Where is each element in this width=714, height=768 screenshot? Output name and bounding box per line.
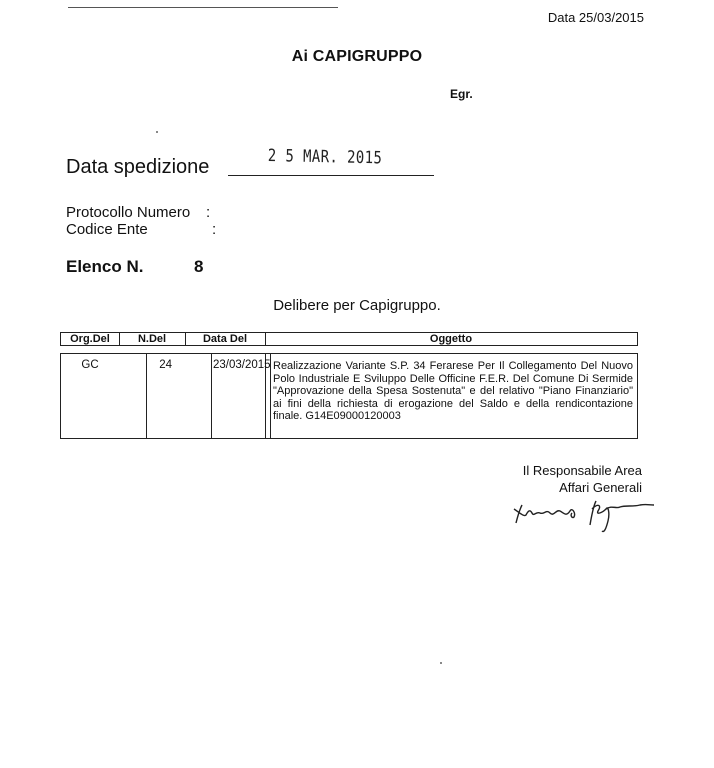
scan-speck (156, 131, 158, 133)
col-header-date: Data Del (202, 333, 248, 345)
entity-code-colon: : (212, 221, 217, 238)
page-title: Ai CAPIGRUPPO (291, 48, 423, 65)
col-header-subject: Oggetto (429, 333, 473, 345)
entity-code-label: Codice Ente (66, 221, 148, 238)
document-subtitle: Delibere per Capigruppo. (273, 297, 441, 314)
document-date: Data 25/03/2015 (547, 10, 644, 25)
list-number-label: Elenco N. (66, 257, 144, 276)
protocol-number-colon: : (206, 204, 211, 221)
list-number-value: 8 (194, 257, 204, 276)
salutation: Egr. (450, 87, 473, 101)
col-header-num: N.Del (137, 333, 167, 345)
shipping-date-underline (228, 175, 434, 176)
protocol-number-label: Protocollo Numero (66, 204, 191, 221)
signature (510, 495, 655, 535)
signatory-department: Affari Generali (559, 480, 642, 495)
col-header-org: Org.Del (70, 333, 110, 345)
shipping-date-stamp: 2 5 MAR. 2015 (267, 146, 383, 169)
cell-org: GC (81, 359, 99, 371)
shipping-date-label: Data spedizione (66, 156, 210, 178)
table-row (60, 353, 638, 439)
top-rule (68, 7, 338, 8)
cell-date: 23/03/2015 (213, 359, 271, 371)
signatory-title: Il Responsabile Area (522, 463, 642, 478)
table-header (60, 332, 638, 346)
cell-num: 24 (159, 359, 172, 371)
cell-subject: Realizzazione Variante S.P. 34 Ferarese Per Il Collegamento Del Nuovo Polo Industriale E Sviluppo Delle Officine F.E.R. Del Comune Di Sermide "Approvazione della Spesa Sostenuta" e del relativo "Piano Finanziario" ai fini della richiesta di erogazione del Saldo e della rendicontazione finale. G14E09000120003 (273, 360, 633, 423)
scan-speck (440, 662, 442, 664)
